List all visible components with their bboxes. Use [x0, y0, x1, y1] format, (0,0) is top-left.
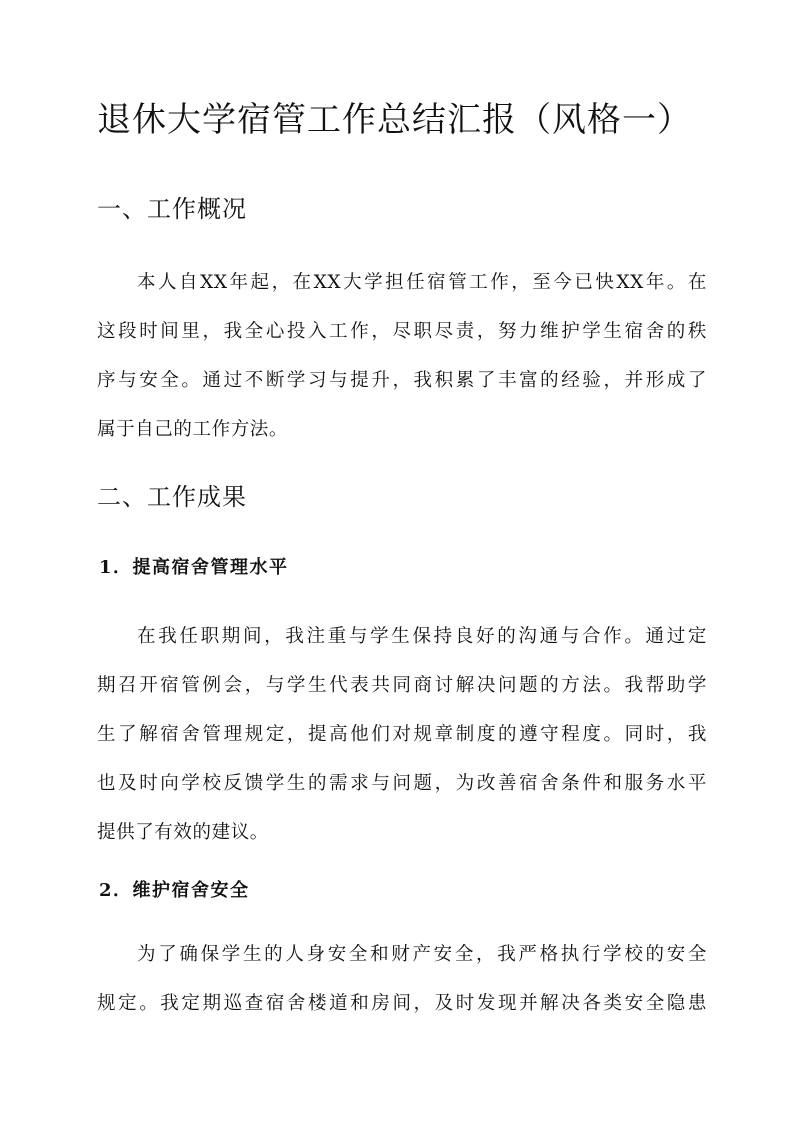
- paragraph-line: 提供了有效的建议。: [97, 822, 269, 843]
- paragraph-line: 规定。我定期巡查宿舍楼道和房间，及时发现并解决各类安全隐患: [97, 993, 707, 1014]
- paragraph-line: 属于自己的工作方法。: [97, 419, 289, 440]
- paragraph-line: 为了确保学生的人身安全和财产安全，我严格执行学校的安全: [137, 944, 707, 965]
- safety-paragraph: [97, 930, 707, 1028]
- subsection-heading-safety: 2．维护宿舍安全: [99, 880, 250, 901]
- paragraph-line: 这段时间里，我全心投入工作，尽职尽责，努力维护学生宿舍的秩: [97, 321, 707, 342]
- paragraph-line: 生了解宿舍管理规定，提高他们对规章制度的遵守程度。同时，我: [97, 724, 707, 745]
- section-heading-results: 二、工作成果: [97, 483, 247, 511]
- paragraph-line: 本人自XX年起，在XX大学担任宿管工作，至今已快XX年。在: [137, 272, 707, 293]
- management-paragraph: [97, 612, 707, 857]
- paragraph-line: 也及时向学校反馈学生的需求与问题，为改善宿舍条件和服务水平: [97, 773, 707, 794]
- overview-paragraph: [97, 258, 707, 454]
- section-heading-overview: 一、工作概况: [97, 195, 247, 223]
- subsection-heading-management: 1．提高宿舍管理水平: [99, 557, 289, 578]
- paragraph-line: 在我任职期间，我注重与学生保持良好的沟通与合作。通过定: [137, 626, 707, 647]
- paragraph-line: 序与安全。通过不断学习与提升，我积累了丰富的经验，并形成了: [97, 370, 707, 391]
- paragraph-line: 期召开宿管例会，与学生代表共同商讨解决问题的方法。我帮助学: [97, 675, 707, 696]
- document-title: 退休大学宿管工作总结汇报（风格一）: [97, 100, 692, 140]
